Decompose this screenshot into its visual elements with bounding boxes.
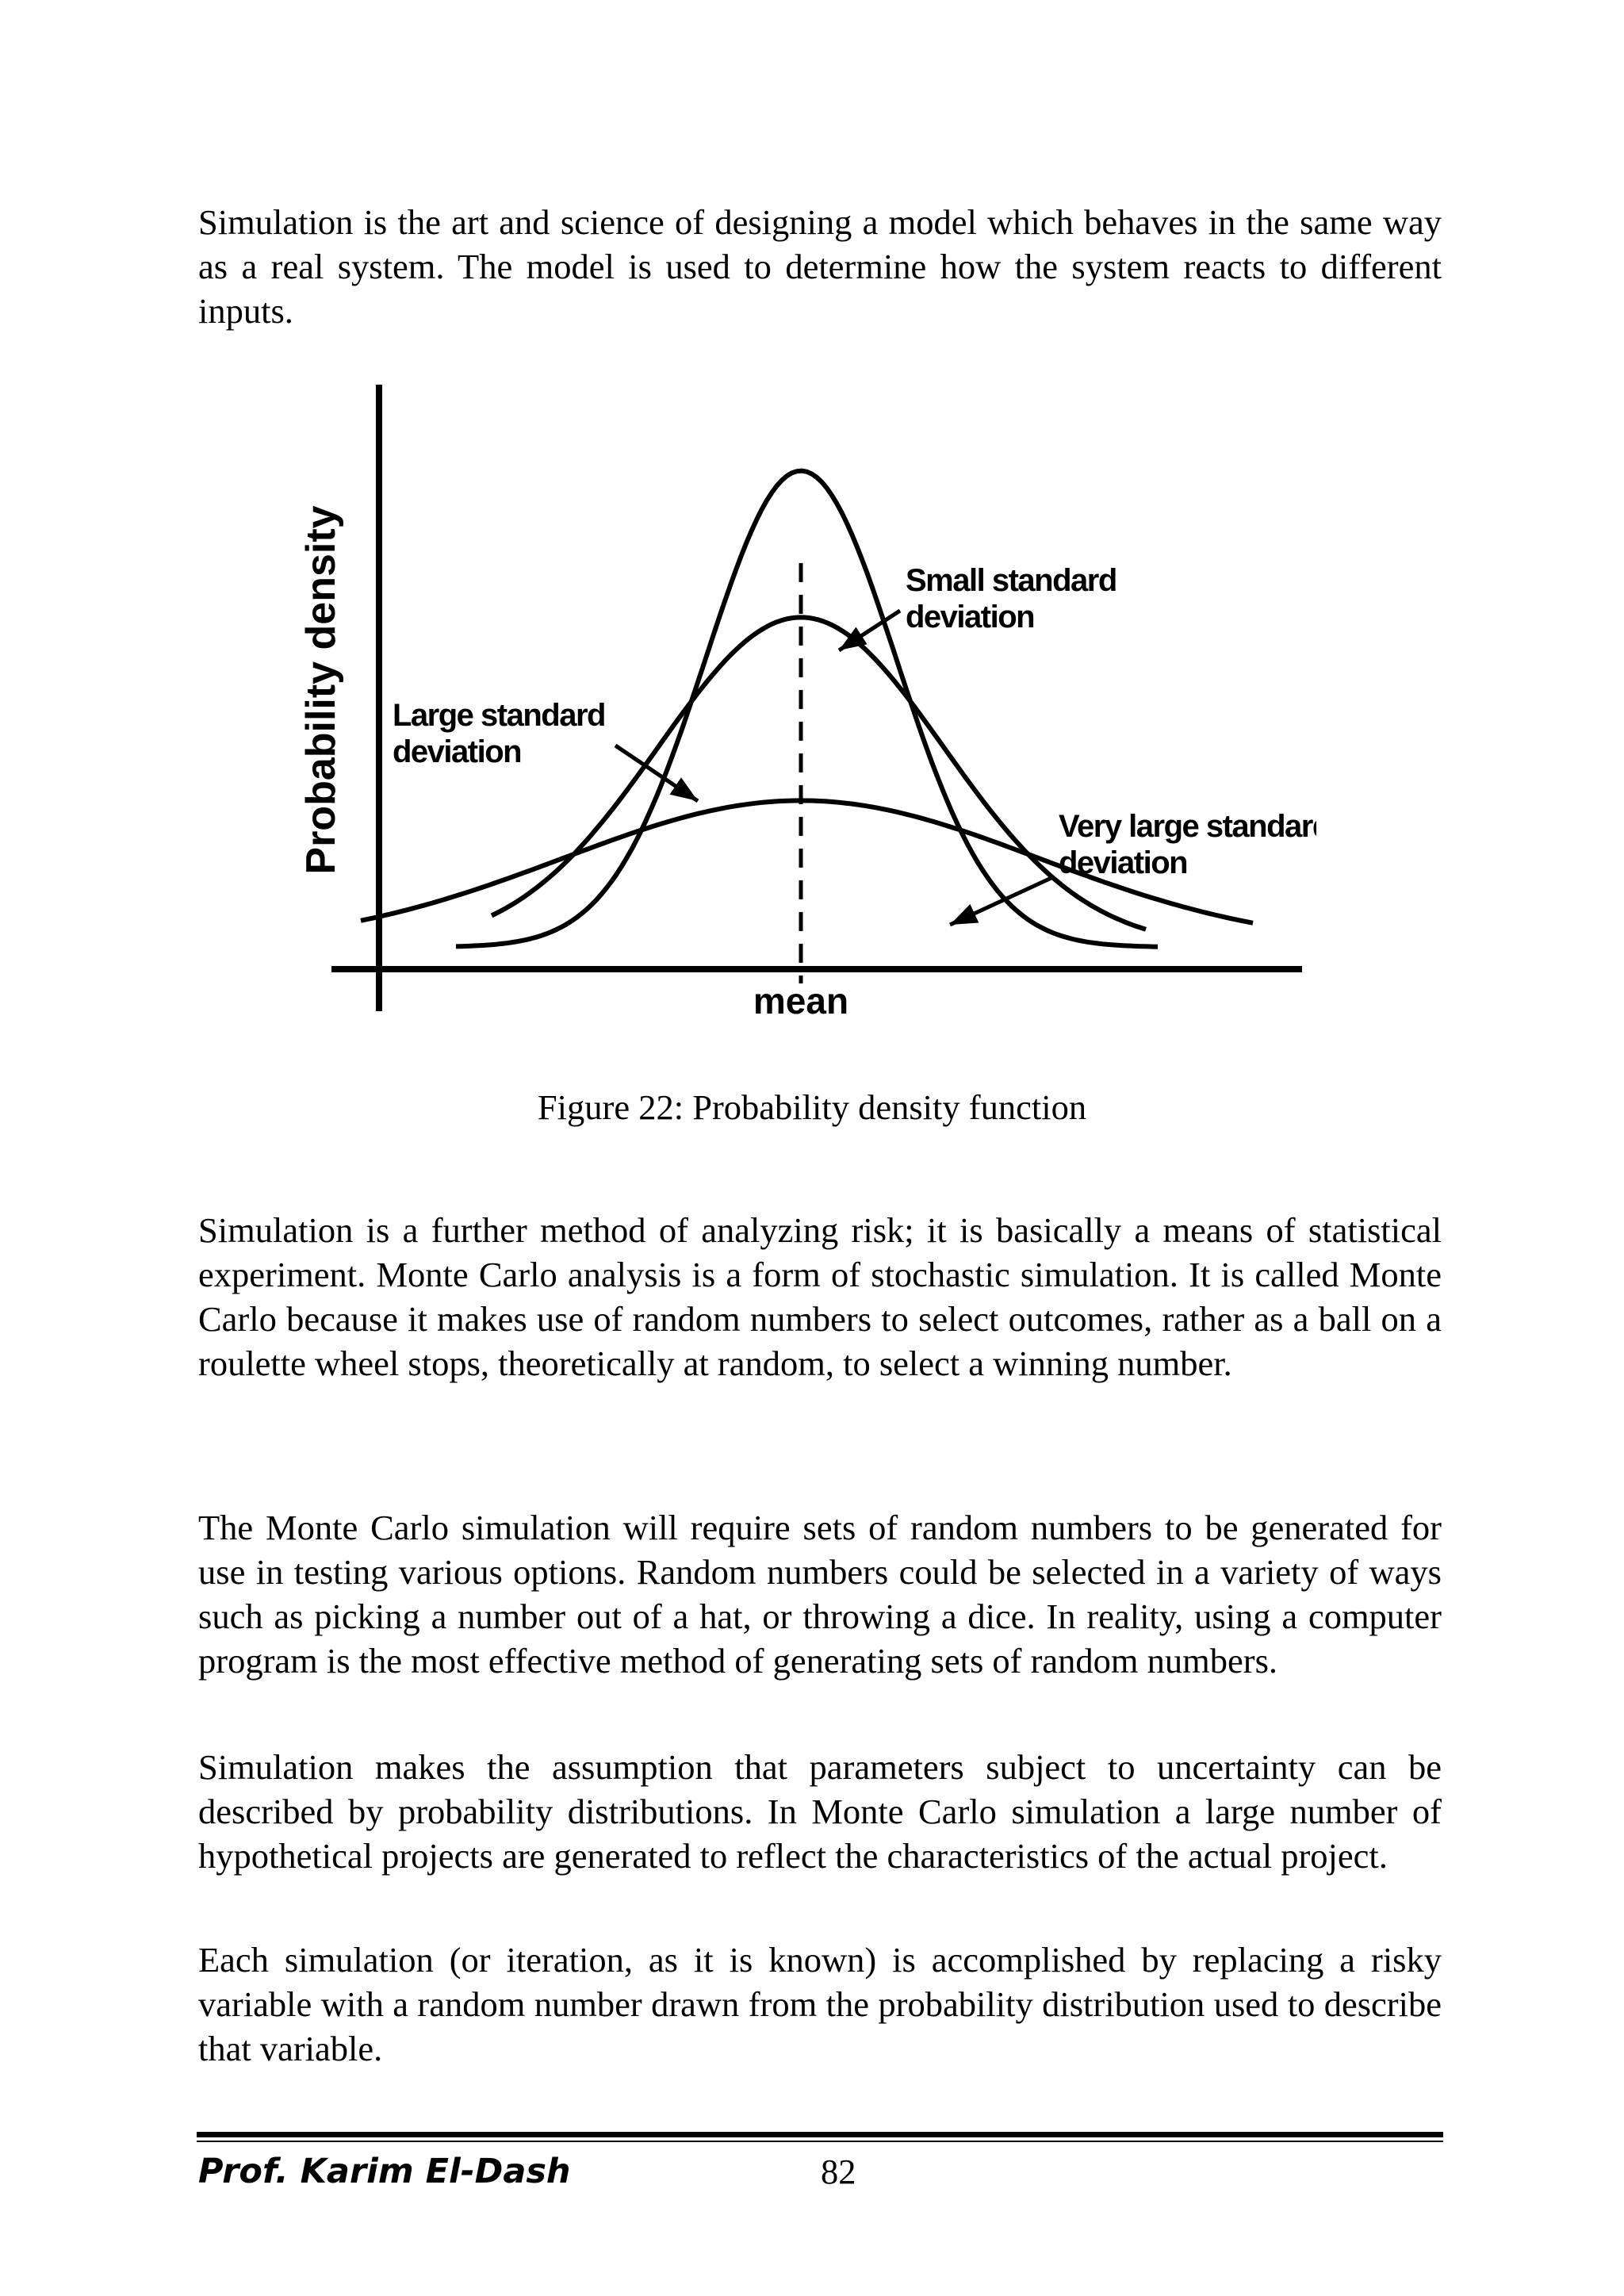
paragraph-intro: Simulation is the art and science of designing a model which behaves in the same way as a real system. The model is used to determine how the system reacts to different inputs. bbox=[198, 202, 1442, 331]
figure-caption: Figure 22: Probability density function bbox=[537, 1087, 1087, 1127]
page-number: 82 bbox=[821, 2152, 856, 2191]
paragraph-risk: Simulation is a further method of analyzing risk; it is basically a means of statistical experiment. Monte Carlo analysis is a form of stochastic simulation. It is called Monte Carlo because it makes use of random numbers to select outcomes, rather as a ball on a roulette wheel stops, theoretically at random, to select a winning number. bbox=[198, 1210, 1442, 1383]
footer-rule-thin bbox=[197, 2141, 1443, 2142]
paragraph-random-numbers: The Monte Carlo simulation will require sets of random numbers to be generated for use in testing various options. Random numbers could be selected in a variety of ways such as picking a number out of a hat, or throwing a dice. In reality, using a computer program is the most effective method of generating sets of random numbers. bbox=[198, 1508, 1442, 1681]
curve-label-1: Small standard deviation bbox=[906, 563, 1116, 634]
arrowhead-3 bbox=[950, 904, 979, 925]
curve-large-standard-deviation bbox=[492, 617, 1146, 929]
probability-density-figure bbox=[270, 373, 1316, 1039]
arrowhead-2 bbox=[670, 777, 698, 801]
x-axis-label: mean bbox=[753, 980, 849, 1022]
footer-rule-thick bbox=[197, 2132, 1443, 2137]
paragraph-iteration: Each simulation (or iteration, as it is known) is accomplished by replacing a risky variable with a random number drawn from the probability distribution used to describe that variable. bbox=[198, 1940, 1442, 2068]
paragraph-assumption: Simulation makes the assumption that parameters subject to uncertainty can be described by probability distributions. In Monte Carlo simulation a large number of hypothetical projects are generated to reflect the characteristics of the actual project. bbox=[198, 1747, 1442, 1876]
footer-author: Prof. Karim El-Dash bbox=[198, 2152, 571, 2191]
curve-label-2: Large standard deviation bbox=[393, 698, 605, 769]
probability-density-chart bbox=[270, 373, 1316, 1039]
y-axis-label: Probability density bbox=[298, 505, 344, 875]
curve-label-3: Very large standard deviation bbox=[1059, 809, 1316, 880]
